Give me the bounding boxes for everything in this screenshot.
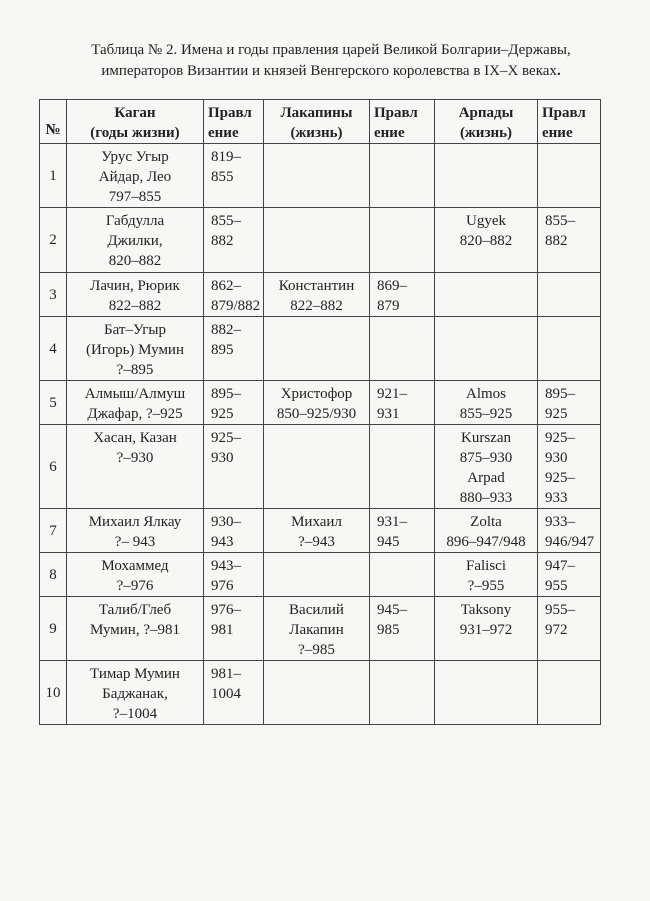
cell-line: 945–	[377, 602, 407, 618]
cell-line: Константин	[278, 278, 355, 294]
cell-line: 855–	[545, 213, 575, 229]
cell-line: 933	[545, 490, 568, 506]
cell-reign-3	[538, 597, 601, 661]
table-row	[40, 208, 601, 273]
cell-line: 895	[211, 342, 234, 358]
cell-lakapin	[264, 553, 370, 597]
cell-reign-2	[370, 425, 435, 509]
cell-arpad	[435, 597, 538, 661]
cell-arpad	[435, 553, 538, 597]
cell-line: Джафар, ?–925	[87, 406, 183, 422]
cell-arpad	[435, 273, 538, 317]
cell-line: Урус Угыр	[101, 149, 169, 165]
cell-line: 855–925	[459, 406, 513, 422]
cell-line: ?– 943	[114, 534, 156, 550]
cell-kagan	[67, 597, 204, 661]
cell-line: 820–882	[108, 253, 162, 269]
cell-arpad	[435, 208, 538, 273]
cell-line: 882	[211, 233, 234, 249]
cell-reign-2	[370, 317, 435, 381]
cell-line: 822–882	[290, 298, 343, 314]
cell-line: 822–882	[108, 298, 162, 314]
cell-arpad	[435, 317, 538, 381]
cell-lakapin	[264, 273, 370, 317]
cell-reign-1	[204, 509, 264, 553]
cell-reign-2	[370, 509, 435, 553]
cell-line: 896–947/948	[446, 534, 526, 550]
cell-line: Лачин, Рюрик	[90, 278, 180, 294]
cell-line: Алмыш/Алмуш	[84, 386, 186, 402]
cell-line: Zolta	[470, 514, 502, 530]
cell-line: 981	[211, 622, 234, 638]
cell-num: 1	[40, 144, 67, 208]
cell-line: Михаил	[291, 514, 342, 530]
table-row	[40, 661, 601, 725]
cell-num: 2	[40, 208, 67, 273]
table-row	[40, 425, 601, 509]
cell-line: 921–	[377, 386, 407, 402]
cell-arpad	[435, 509, 538, 553]
rulers-table	[39, 99, 601, 725]
table-row	[40, 273, 601, 317]
cell-num: 7	[40, 509, 67, 553]
cell-kagan	[67, 381, 204, 425]
cell-lakapin	[264, 509, 370, 553]
cell-lakapin	[264, 425, 370, 509]
cell-kagan	[67, 661, 204, 725]
cell-line: 931–972	[459, 622, 513, 638]
cell-line: 955–	[545, 602, 575, 618]
cell-line: Мохаммед	[101, 558, 169, 574]
cell-arpad	[435, 144, 538, 208]
cell-lakapin	[264, 381, 370, 425]
header-num: №	[40, 100, 67, 144]
cell-line: 882	[545, 233, 568, 249]
cell-reign-3	[538, 208, 601, 273]
cell-line: 946/947	[545, 534, 595, 550]
cell-line: Ugyek	[466, 213, 506, 229]
cell-line: Almos	[465, 386, 506, 402]
cell-arpad	[435, 425, 538, 509]
cell-line: 850–925/930	[276, 406, 357, 422]
cell-line: 820–882	[459, 233, 513, 249]
caption-line-1: Таблица № 2. Имена и годы правления царей Великой Болгарии–Державы,	[91, 42, 571, 58]
cell-num: 10	[40, 661, 67, 725]
cell-lakapin	[264, 597, 370, 661]
table-row	[40, 381, 601, 425]
cell-line: 882–	[211, 322, 241, 338]
cell-line: 931–	[377, 514, 407, 530]
cell-line: 972	[545, 622, 568, 638]
cell-line: Falisci	[466, 558, 506, 574]
cell-line: 869–	[377, 278, 407, 294]
cell-arpad	[435, 381, 538, 425]
cell-reign-2	[370, 661, 435, 725]
cell-reign-1	[204, 425, 264, 509]
cell-line: Христофор	[280, 386, 353, 402]
cell-kagan	[67, 317, 204, 381]
cell-arpad	[435, 661, 538, 725]
cell-reign-1	[204, 597, 264, 661]
cell-kagan	[67, 425, 204, 509]
cell-line: 1004	[211, 686, 241, 702]
cell-reign-3	[538, 509, 601, 553]
cell-num: 5	[40, 381, 67, 425]
caption-line-2-text: императоров Византии и князей Венгерского королевства в IX–X веках	[101, 63, 557, 79]
cell-line: 955	[545, 578, 568, 594]
cell-lakapin	[264, 317, 370, 381]
table-caption	[36, 40, 626, 82]
cell-line: Михаил Ялкау	[88, 514, 182, 530]
cell-reign-2	[370, 273, 435, 317]
caption-line-2	[36, 61, 626, 82]
header-reign-3: Правл ение	[538, 100, 601, 144]
cell-line: ?–930	[116, 450, 154, 466]
cell-reign-3	[538, 273, 601, 317]
cell-kagan	[67, 208, 204, 273]
cell-line: Хасан, Казан	[93, 430, 177, 446]
cell-line: Мумин, ?–981	[90, 622, 180, 638]
cell-num: 9	[40, 597, 67, 661]
cell-line: 943–	[211, 558, 241, 574]
header-arpad: Арпады (жизнь)	[435, 100, 538, 144]
cell-line: (Игорь) Мумин	[85, 342, 184, 358]
cell-num: 8	[40, 553, 67, 597]
header-row	[40, 100, 601, 144]
cell-line: 925–	[211, 430, 241, 446]
table-row	[40, 553, 601, 597]
cell-line: 895–	[211, 386, 241, 402]
cell-line: 797–855	[108, 189, 162, 205]
cell-line: 862–	[211, 278, 241, 294]
cell-line: Василий	[289, 602, 344, 618]
cell-reign-1	[204, 317, 264, 381]
cell-reign-1	[204, 273, 264, 317]
cell-line: 945	[377, 534, 400, 550]
cell-line: Лакапин	[289, 622, 344, 638]
cell-line: ?–955	[467, 578, 505, 594]
cell-reign-2	[370, 208, 435, 273]
cell-reign-1	[204, 661, 264, 725]
cell-line: ?–943	[298, 534, 335, 550]
cell-line: Баджанак,	[102, 686, 168, 702]
cell-line: 930	[545, 450, 568, 466]
cell-line: 880–933	[459, 490, 513, 506]
table-row	[40, 144, 601, 208]
caption-period: .	[556, 63, 561, 79]
cell-line: 855	[211, 169, 234, 185]
cell-kagan	[67, 509, 204, 553]
cell-reign-3	[538, 553, 601, 597]
header-kagan: Каган (годы жизни)	[67, 100, 204, 144]
cell-line: Бат–Угыр	[104, 322, 166, 338]
header-lakapin: Лакапины (жизнь)	[264, 100, 370, 144]
cell-lakapin	[264, 208, 370, 273]
cell-reign-1	[204, 144, 264, 208]
cell-line: 879/882	[211, 298, 261, 314]
cell-reign-3	[538, 381, 601, 425]
cell-kagan	[67, 553, 204, 597]
cell-line: Айдар, Лео	[98, 169, 172, 185]
cell-line: ?–985	[298, 642, 335, 658]
cell-reign-3	[538, 317, 601, 381]
cell-kagan	[67, 144, 204, 208]
cell-reign-3	[538, 425, 601, 509]
cell-line: 925	[545, 406, 568, 422]
cell-line: 930	[211, 450, 234, 466]
cell-line: Габдулла	[105, 213, 165, 229]
cell-line: 930–	[211, 514, 241, 530]
cell-line: 925–	[545, 470, 575, 486]
cell-reign-2	[370, 144, 435, 208]
cell-line: ?–976	[116, 578, 154, 594]
cell-line: Arpad	[467, 470, 505, 486]
cell-kagan	[67, 273, 204, 317]
table-row	[40, 509, 601, 553]
cell-lakapin	[264, 661, 370, 725]
cell-line: 895–	[545, 386, 575, 402]
cell-reign-1	[204, 381, 264, 425]
cell-line: 875–930	[459, 450, 513, 466]
table-row	[40, 317, 601, 381]
cell-num: 4	[40, 317, 67, 381]
cell-line: Джилки,	[107, 233, 163, 249]
cell-line: 947–	[545, 558, 575, 574]
cell-line: ?–895	[116, 362, 154, 378]
cell-reign-3	[538, 144, 601, 208]
cell-line: 985	[377, 622, 400, 638]
cell-line: Taksony	[460, 602, 512, 618]
cell-line: 855–	[211, 213, 241, 229]
table-row	[40, 597, 601, 661]
cell-line: 976–	[211, 602, 241, 618]
cell-reign-2	[370, 597, 435, 661]
cell-line: 981–	[211, 666, 241, 682]
cell-line: 819–	[211, 149, 241, 165]
cell-line: Тимар Мумин	[90, 666, 180, 682]
cell-reign-3	[538, 661, 601, 725]
cell-line: 931	[377, 406, 400, 422]
cell-line: ?–1004	[112, 706, 158, 722]
cell-reign-1	[204, 553, 264, 597]
cell-line: 933–	[545, 514, 575, 530]
cell-reign-2	[370, 381, 435, 425]
header-reign-2: Правл ение	[370, 100, 435, 144]
cell-line: Талиб/Глеб	[98, 602, 172, 618]
cell-num: 3	[40, 273, 67, 317]
header-reign-1: Правл ение	[204, 100, 264, 144]
cell-line: 879	[377, 298, 400, 314]
cell-reign-2	[370, 553, 435, 597]
cell-line: Kurszan	[461, 430, 511, 446]
cell-line: 943	[211, 534, 234, 550]
cell-line: 925–	[545, 430, 575, 446]
cell-reign-1	[204, 208, 264, 273]
cell-num: 6	[40, 425, 67, 509]
cell-lakapin	[264, 144, 370, 208]
cell-line: 925	[211, 406, 234, 422]
cell-line: 976	[211, 578, 234, 594]
